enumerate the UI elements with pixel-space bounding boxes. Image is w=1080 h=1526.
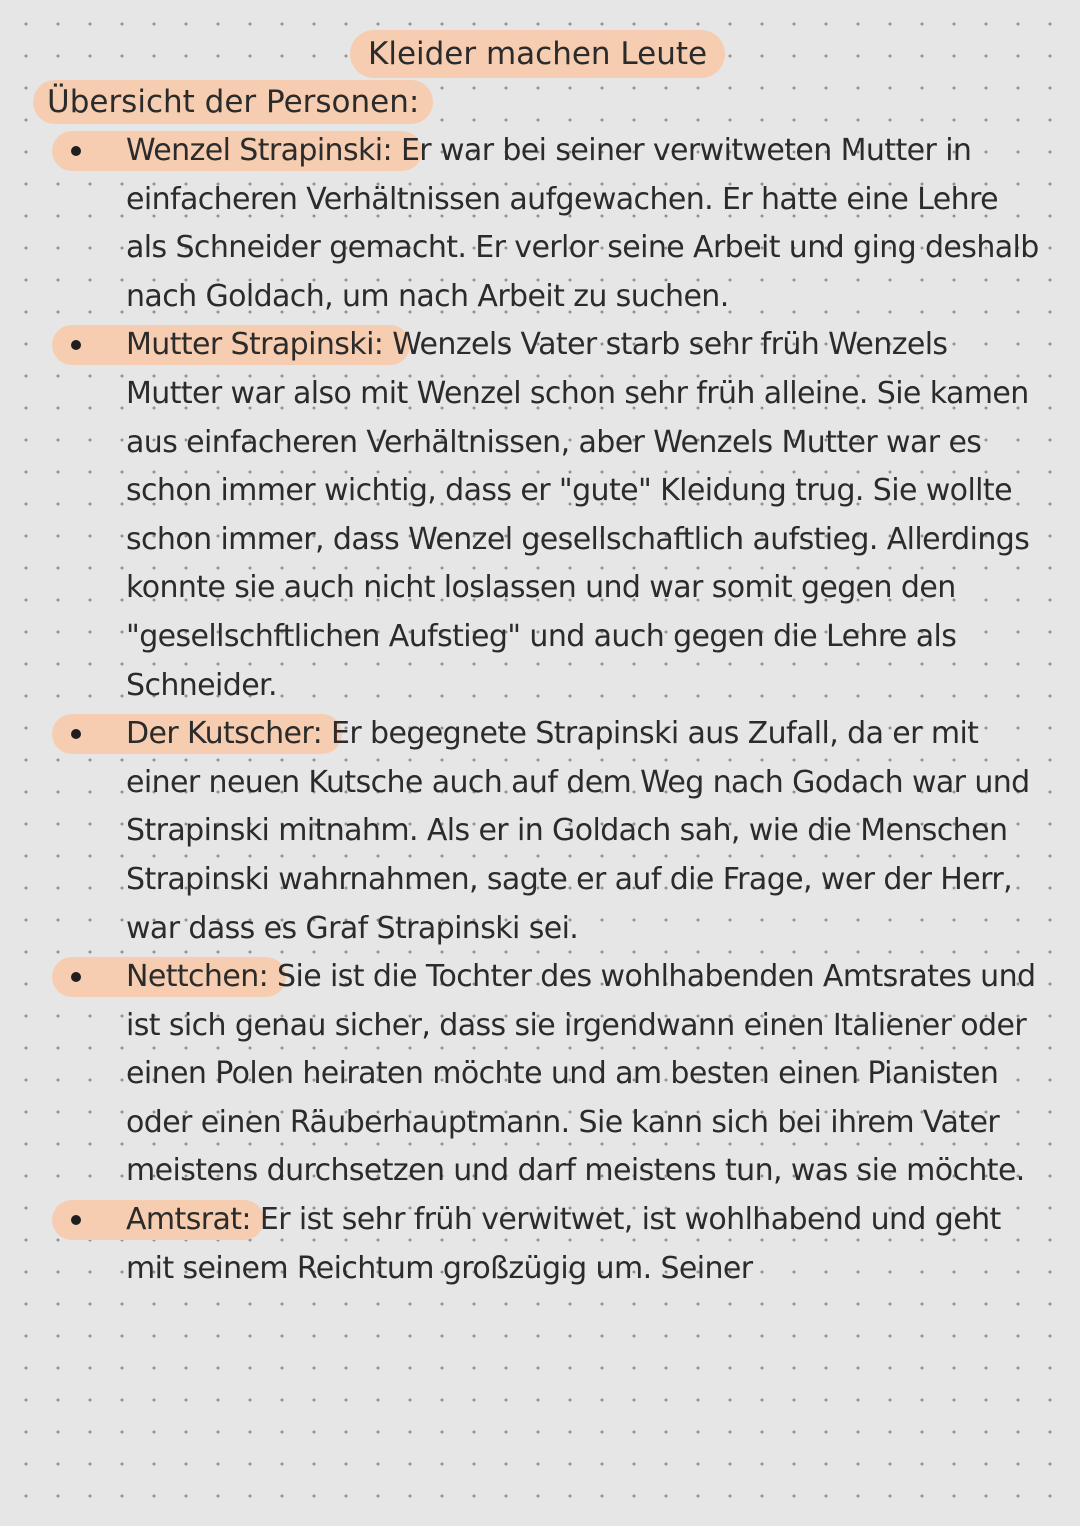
list-item-kutscher <box>0 710 1080 953</box>
person-description: Er begegnete Strapinski aus Zufall, da er mit einer neuen Kutsche auch auf dem Weg nach Godach war und Strapinski mitnahm. Als er in Goldach sah, wie die Menschen Strapinski wahrnahmen, sagte er auf die Frage, wer der Herr, war dass es Graf Strapinski sei. <box>126 716 1030 946</box>
person-name: Wenzel Strapinski: <box>126 133 393 168</box>
person-name: Nettchen: <box>126 959 269 995</box>
list-item-wenzel <box>0 127 1080 321</box>
person-name: Mutter Strapinski: <box>126 327 384 363</box>
person-description: Sie ist die Tochter des wohlhabenden Amtsrates und ist sich genau sicher, dass sie irgendwann einen Italiener oder einen Polen heiraten möchte und am besten einen Pianisten oder einen Räuberhauptmann. Sie kann sich bei ihrem Vater meistens durchsetzen und darf meistens tun, was sie möchte. <box>126 959 1036 1189</box>
person-description: Wenzels Vater starb sehr früh Wenzels Mutter war also mit Wenzel schon sehr früh alleine. Sie kamen aus einfacheren Verhältnissen, aber Wenzels Mutter war es schon immer wichtig, dass er "gute" Kleidung trug. Sie wollte schon immer, dass Wenzel gesellschaftlich aufstieg. Allerdings konnte sie auch nicht loslassen und war somit gegen den "gesellschftlichen Aufstieg" und auch gegen die Lehre als Schneider. <box>126 327 1030 703</box>
list-item-mutter <box>0 321 1080 710</box>
bullet-icon <box>71 146 81 156</box>
person-list <box>0 127 1080 1293</box>
section-heading: Übersicht der Personen: <box>33 80 433 124</box>
person-description: Er war bei seiner verwitweten Mutter in einfacheren Verhältnissen aufgewachen. Er hatte eine Lehre als Schneider gemacht. Er verlor seine Arbeit und ging deshalb nach Goldach, um nach Arbeit zu suchen. <box>126 133 1039 314</box>
bullet-icon <box>71 1215 81 1225</box>
page-title: Kleider machen Leute <box>350 30 725 78</box>
person-name: Amtsrat: <box>126 1202 251 1238</box>
person-name: Der Kutscher: <box>126 716 323 752</box>
person-description: Er ist sehr früh verwitwet, ist wohlhabend und geht mit seinem Reichtum großzügig um. Seiner <box>126 1202 1001 1286</box>
list-item-amtsrat <box>0 1196 1080 1293</box>
list-item-nettchen <box>0 953 1080 1196</box>
